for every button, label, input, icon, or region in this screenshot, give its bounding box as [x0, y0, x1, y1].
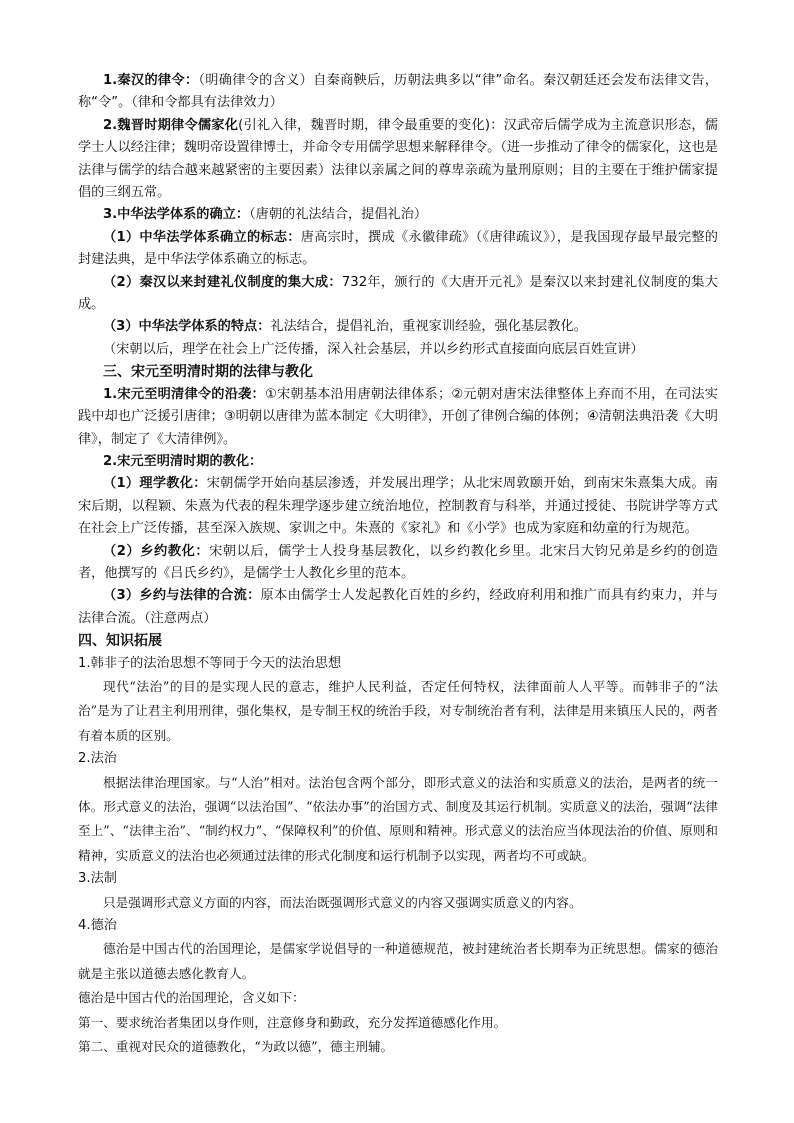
- text-legal-system-features: 礼法结合，提倡礼治，重视家训经验，强化基层教化。: [270, 319, 587, 335]
- paragraph-legal-system-mark: [78, 227, 718, 272]
- text-legal-system: 只是强调形式意义方面的内容，而法治既强调形式意义的内容又强调实质意义的内容。: [103, 894, 582, 910]
- text-rule-of-virtue: 德治是中国古代的治国理论，是儒家学说倡导的一种道德规范，被封建统治者长期奉为正统思想。儒家的德治就是主张以道德去感化教育人。: [78, 941, 718, 981]
- text-rule-of-law: 根据法律治理国家。与“人治”相对。法治包含两个部分，即形式意义的法治和实质意义的法治，是两者的统一体。形式意义的法治，强调“以法治国”、“依法办事”的治国方式、制度及其运行机制。实质意义的法治，强调“法律至上”、“法律主治”、“制约权力”、“保障权利”的价值、原则和精神。形式意义的法治应当体现法治的价值、原则和精神，实质意义的法治也必须通过法律的形式化制度和运行机制予以实现，两者均不可或缺。: [78, 774, 718, 863]
- heading-chinese-legal-system: 3.中华法学体系的确立：: [103, 207, 250, 223]
- heading-rule-of-virtue: 4.德治: [78, 918, 117, 934]
- heading-legal-system-features: （3）中华法学体系的特点：: [103, 319, 271, 335]
- paragraph-qin-han-laws: [78, 70, 718, 115]
- paragraph-ritual-system: [78, 272, 718, 317]
- text-hanfeizi-rule-of-law: 现代“法治”的目的是实现人民的意志，维护人民利益，否定任何特权，法律面前人人平等。而韩非子的“法治”是为了让君主利用刑律，强化集权，是专制王权的统治手段，对专制统治者有利，法律是用来镇压人民的，两者有着本质的区别。: [78, 678, 718, 743]
- text-chinese-legal-system: （唐朝的礼法结合，提倡礼治）: [249, 207, 428, 223]
- heading-laws-succession: 1.宋元至明清律令的沿袭：: [103, 386, 265, 402]
- text-legal-system-mark: 唐高宗时，撰成《永徽律疏》（《唐律疏议》），是我国现存最早最完整的封建法典，是中华法学体系确立的标志。: [78, 229, 718, 268]
- text-ritual-system: 732年，颁行的《大唐开元礼》是秦汉以来封建礼仪制度的集大成。: [78, 274, 718, 313]
- text-rule-of-virtue-point-2: 第二、重视对民众的道德教化，“为政以德”，德主刑辅。: [78, 1039, 394, 1055]
- section-title-knowledge-extension: 四、知识拓展: [78, 633, 162, 650]
- heading-wei-jin-confucianization: 2.魏晋时期律令儒家化: [103, 117, 239, 133]
- text-rule-of-virtue-definition: 德治是中国古代的治国理论，含义如下：: [78, 990, 305, 1006]
- paragraph-legal-system-features: [78, 316, 718, 338]
- text-wei-jin-confucianization: (引礼入律，魏晋时期，律令最重要的变化)：汉武帝后儒学成为主流意识形态，儒学士人以经注律；魏明帝设置律博士，并命令专用儒学思想来解释律令。（进一步推动了律令的儒家化，这也是法律与儒学的结合越来越紧密的主要因素）法律以亲属之间的尊卑亲疏为量刑原则；目的主要在于维护儒家提倡的三纲五常。: [78, 117, 718, 201]
- heading-rule-of-law: 2.法治: [78, 751, 117, 767]
- paragraph-neo-confucian-education: [78, 473, 718, 540]
- heading-neo-confucian-education: （1）理学教化：: [103, 476, 207, 492]
- heading-song-ming-qing-education: 2.宋元至明清时期的教化：: [103, 453, 263, 469]
- paragraph-covenant-law-merge: [78, 585, 718, 630]
- heading-legal-system: 3.法制: [78, 871, 117, 887]
- section-title-song-yuan-ming-qing: 三、宋元至明清时期的法律与教化: [103, 364, 313, 381]
- text-neo-confucian-education: 宋朝儒学开始向基层渗透，并发展出理学；从北宋周敦颐开始，到南宋朱熹集大成。南宋后期，以程颖、朱熹为代表的程朱理学逐步建立统治地位，控制教育与科举，并通过授徒、书院讲学等方式在社会上广泛传播，甚至深入族规、家训之中。朱熹的《家礼》和《小学》也成为家庭和幼童的行为规范。: [78, 476, 718, 537]
- text-laws-succession: ①宋朝基本沿用唐朝法律体系；②元朝对唐宋法律整体上弃而不用，在司法实践中却也广泛援引唐律；③明朝以唐律为蓝本制定《大明律》，开创了律例合编的体例；④清朝法典沿袭《大明律》，制定了《大清律例》。: [78, 386, 718, 447]
- heading-covenant-law-merge: （3）乡约与法律的合流：: [103, 588, 261, 604]
- paragraph-laws-succession: [78, 384, 718, 451]
- heading-legal-system-mark: （1）中华法学体系确立的标志：: [103, 229, 301, 245]
- paragraph-village-covenant-education: [78, 541, 718, 586]
- paragraph-song-note: （宋朝以后，理学在社会上广泛传播，深入社会基层，并以乡约形式直接面向底层百姓宣讲）: [103, 341, 644, 357]
- heading-qin-han-laws: 1.秦汉的律令：: [103, 73, 199, 88]
- heading-village-covenant-education: （2）乡约教化：: [103, 543, 210, 559]
- document-page: [78, 70, 718, 1059]
- paragraph-wei-jin-confucianization: [78, 115, 718, 205]
- text-village-covenant-education: 宋朝以后，儒学士人投身基层教化，以乡约教化乡里。北宋吕大钧兄弟是乡约的创造者，他撰写的《吕氏乡约》，是儒学士人教化乡里的范本。: [78, 543, 718, 581]
- text-qin-han-laws: （明确律令的含义）自秦商鞅后，历朝法典多以“律”命名。秦汉朝廷还会发布法律文告，称“令”。（律和令都具有法律效力）: [78, 73, 719, 111]
- heading-ritual-system: （2）秦汉以来封建礼仪制度的集大成：: [103, 274, 342, 290]
- paragraph-chinese-legal-system: [78, 204, 718, 226]
- text-covenant-law-merge: 原本由儒学士人发起教化百姓的乡约，经政府利用和推广而具有约束力，并与法律合流。（注意两点）: [78, 588, 718, 626]
- heading-hanfeizi-rule-of-law: 1.韩非子的法治思想不等同于今天的法治思想: [78, 655, 342, 671]
- text-rule-of-virtue-point-1: 第一、要求统治者集团以身作则，注意修身和勤政，充分发挥道德感化作用。: [78, 1014, 507, 1030]
